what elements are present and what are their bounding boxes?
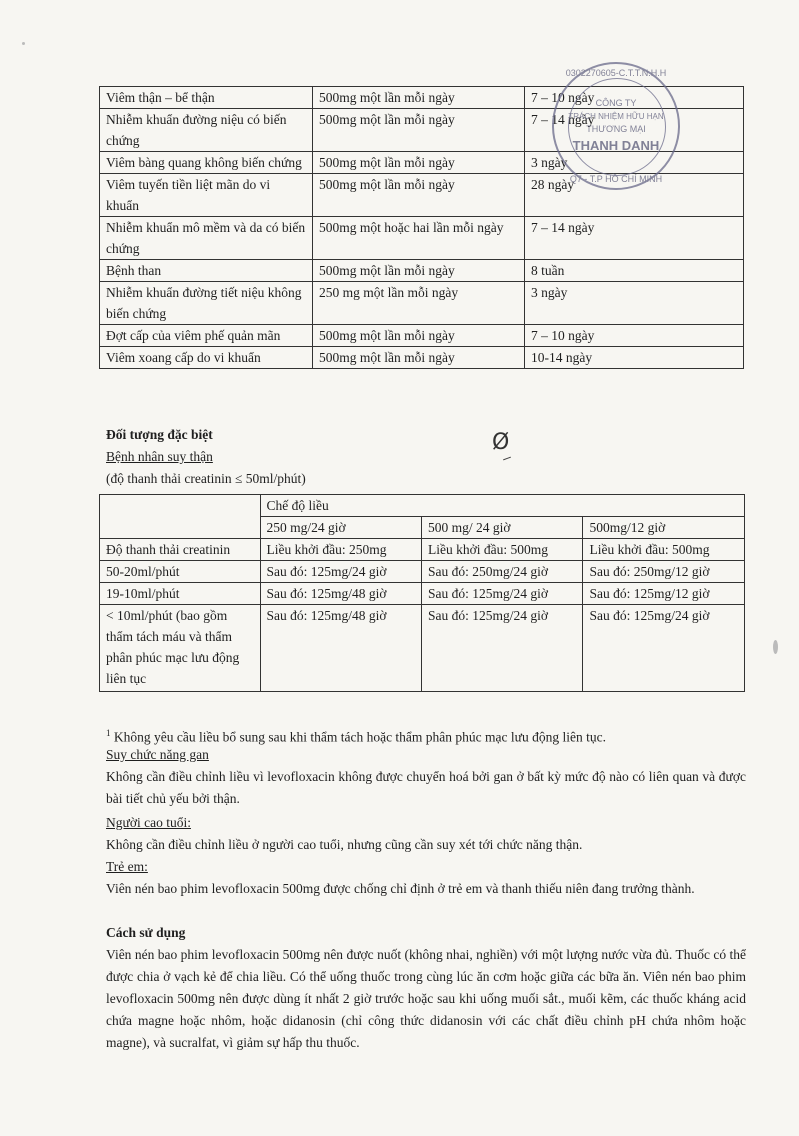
renal-dose-cell: Sau đó: 125mg/48 giờ: [260, 583, 421, 605]
renal-row: [100, 539, 745, 561]
liver-text: Không cần điều chỉnh liều vì levofloxacin không được chuyển hoá bởi gan ở bất kỳ mức độ nào có liên quan và được bài tiết chủ yếu bởi thận.: [106, 769, 746, 806]
dosage-row: [100, 217, 744, 260]
scan-smudge: [773, 640, 778, 654]
renal-dose-cell: Sau đó: 125mg/24 giờ: [260, 561, 421, 583]
renal-dosage-table: [99, 494, 745, 692]
dosage-row: [100, 260, 744, 282]
stamp-line-4: THANH DANH: [572, 138, 660, 153]
stamp-ring-top: 0302270605-C.T.T.N.H.H: [565, 68, 667, 78]
renal-impairment-heading: Bệnh nhân suy thận: [106, 449, 213, 464]
dose-cell: 500mg một lần mỗi ngày: [313, 109, 525, 152]
children-text: Viên nén bao phim levofloxacin 500mg được chống chỉ định ở trẻ em và thanh thiếu niên đang trưởng thành.: [106, 881, 695, 896]
dosage-row: [100, 347, 744, 369]
duration-cell: 28 ngày: [525, 174, 744, 217]
elderly-text: Không cần điều chỉnh liều ở người cao tuổi, nhưng cũng cần suy xét tới chức năng thận.: [106, 837, 583, 852]
dose-cell: 500mg một hoặc hai lần mỗi ngày: [313, 217, 525, 260]
renal-column-header: 500mg/12 giờ: [583, 517, 745, 539]
footnote-mark: 1: [106, 728, 111, 738]
dose-cell: 250 mg một lần mỗi ngày: [313, 282, 525, 325]
duration-cell: 7 – 10 ngày: [525, 325, 744, 347]
renal-dose-cell: Liều khởi đầu: 250mg: [260, 539, 421, 561]
dosage-row: [100, 325, 744, 347]
indication-cell: Viêm bàng quang không biến chứng: [100, 152, 313, 174]
clearance-cell: < 10ml/phút (bao gồm thẩm tách máu và thẩm phân phúc mạc lưu động liên tục: [100, 605, 261, 692]
renal-table-body: [100, 495, 745, 692]
elderly-heading: Người cao tuổi:: [106, 815, 191, 830]
renal-row: [100, 605, 745, 692]
renal-column-header: 250 mg/24 giờ: [260, 517, 421, 539]
company-stamp: [552, 62, 680, 190]
usage-text: Viên nén bao phim levofloxacin 500mg nên được nuốt (không nhai, nghiền) với một lượng nước vừa đủ. Thuốc có thể được chia ở vạch kẻ để chia liều. Có thể uống thuốc trong cùng lúc ăn cơm hoặc giữa các bữa ăn. Viên nén bao phim levofloxacin 500mg nên được dùng ít nhất 2 giờ trước hoặc sau khi uống muối sắt., muối kẽm, các thuốc kháng acid chứa magne hoặc nhôm, hoặc didanosin (chỉ công thức didanosin với các chất điều chỉnh pH chứa nhôm hoặc magne), và sucralfat, vì giảm sự hấp thu thuốc.: [106, 947, 746, 1050]
duration-cell: 7 – 14 ngày: [525, 109, 744, 152]
indication-cell: Đợt cấp của viêm phế quản mãn: [100, 325, 313, 347]
dose-cell: 500mg một lần mỗi ngày: [313, 260, 525, 282]
renal-header-blank: [100, 495, 261, 539]
renal-column-header: 500 mg/ 24 giờ: [421, 517, 582, 539]
renal-dose-cell: Sau đó: 125mg/12 giờ: [583, 583, 745, 605]
duration-cell: 8 tuần: [525, 260, 744, 282]
dose-cell: 500mg một lần mỗi ngày: [313, 325, 525, 347]
renal-dose-cell: Sau đó: 125mg/24 giờ: [421, 583, 582, 605]
dose-cell: 500mg một lần mỗi ngày: [313, 152, 525, 174]
indication-cell: Viêm thận – bể thận: [100, 87, 313, 109]
renal-dose-cell: Sau đó: 250mg/24 giờ: [421, 561, 582, 583]
renal-impairment-note: (độ thanh thải creatinin ≤ 50ml/phút): [106, 471, 306, 486]
dosage-row: [100, 282, 744, 325]
renal-header-row: [100, 495, 745, 517]
special-populations-heading: Đối tượng đặc biệt: [106, 427, 213, 442]
indication-cell: Nhiễm khuẩn đường tiết niệu không biến chứng: [100, 282, 313, 325]
indication-cell: Nhiễm khuẩn đường niệu có biến chứng: [100, 109, 313, 152]
indication-cell: Viêm xoang cấp do vi khuẩn: [100, 347, 313, 369]
clearance-cell: 50-20ml/phút: [100, 561, 261, 583]
scan-dot: [22, 42, 25, 45]
stamp-line-1: CÔNG TY: [595, 98, 637, 108]
stamp-ring-bottom: Q7 - T.P HỒ CHÍ MINH: [569, 174, 663, 184]
duration-cell: 7 – 14 ngày: [525, 217, 744, 260]
indication-cell: Viêm tuyến tiền liệt mãn do vi khuẩn: [100, 174, 313, 217]
renal-dose-cell: Sau đó: 125mg/24 giờ: [421, 605, 582, 692]
dose-cell: 500mg một lần mỗi ngày: [313, 87, 525, 109]
usage-heading: Cách sử dụng: [106, 925, 186, 940]
duration-cell: 7 – 10 ngày: [525, 87, 744, 109]
renal-row: [100, 583, 745, 605]
renal-dose-cell: Sau đó: 250mg/12 giờ: [583, 561, 745, 583]
liver-heading: Suy chức năng gan: [106, 747, 209, 762]
dose-cell: 500mg một lần mỗi ngày: [313, 347, 525, 369]
renal-dose-cell: Liều khởi đầu: 500mg: [421, 539, 582, 561]
regimen-header: Chế độ liều: [260, 495, 745, 517]
footnote-text: Không yêu cầu liều bổ sung sau khi thẩm tách hoặc thẩm phân phúc mạc lưu động liên tục.: [110, 729, 606, 745]
indication-cell: Nhiễm khuẩn mô mềm và da có biến chứng: [100, 217, 313, 260]
duration-cell: 3 ngày: [525, 152, 744, 174]
duration-cell: 10-14 ngày: [525, 347, 744, 369]
indication-cell: Bệnh than: [100, 260, 313, 282]
handwritten-mark: Ø: [492, 430, 510, 455]
renal-dose-cell: Sau đó: 125mg/48 giờ: [260, 605, 421, 692]
dose-cell: 500mg một lần mỗi ngày: [313, 174, 525, 217]
renal-row: [100, 561, 745, 583]
stamp-line-3: THƯƠNG MẠI: [586, 124, 646, 134]
renal-dose-cell: Sau đó: 125mg/24 giờ: [583, 605, 745, 692]
children-heading: Trẻ em:: [106, 859, 148, 874]
clearance-cell: 19-10ml/phút: [100, 583, 261, 605]
duration-cell: 3 ngày: [525, 282, 744, 325]
stamp-line-2: TRÁCH NHIỆM HỮU HẠN: [568, 112, 664, 121]
renal-dose-cell: Liều khởi đầu: 500mg: [583, 539, 745, 561]
clearance-cell: Độ thanh thải creatinin: [100, 539, 261, 561]
